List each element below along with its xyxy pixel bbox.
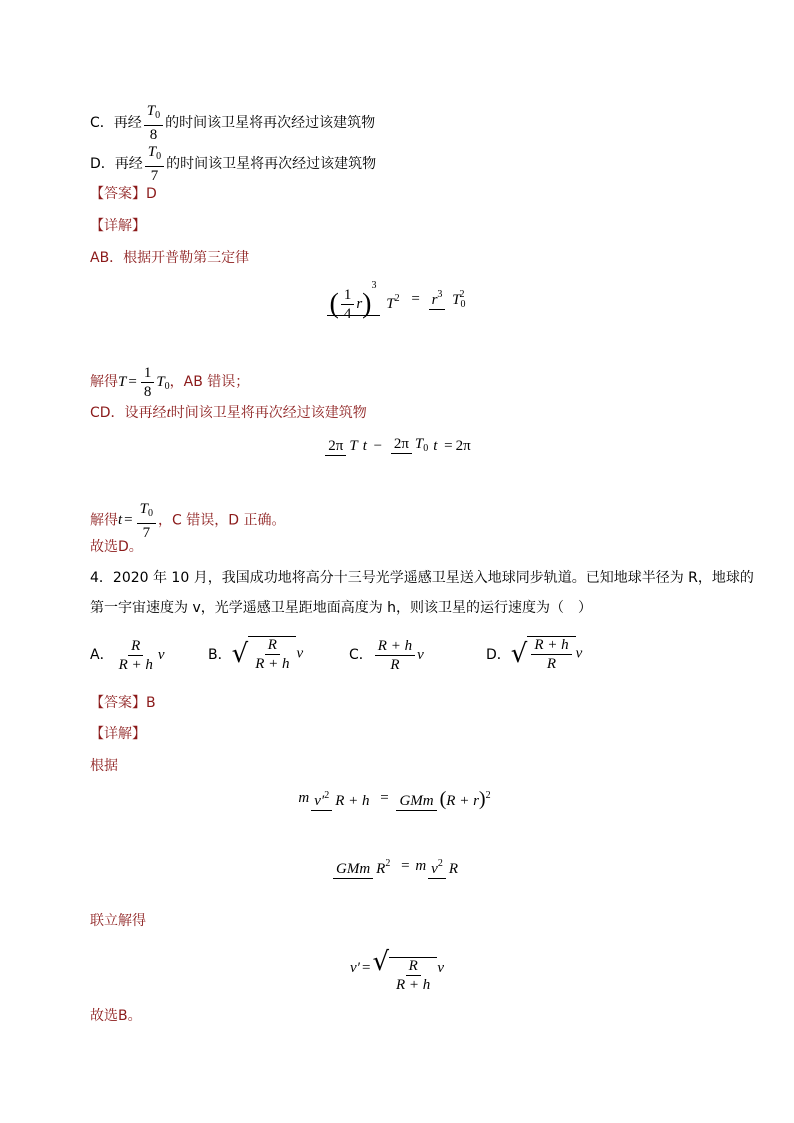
q3-ab-text: AB．根据开普勒第三定律 <box>90 250 250 266</box>
q4-option-d: D． √ $\frac{R + h}{R}$ v <box>486 637 583 672</box>
q4-basis: 根据 <box>90 758 118 774</box>
option-d-fraction: $\frac{T_0}{7}$ <box>145 144 164 184</box>
q3-conclusion: 故选D。 <box>90 539 143 555</box>
q4-option-c: C． $\frac{R + h}{R}$ v <box>349 638 424 673</box>
equation-result: v′ =√ $\frac{R}{R + h}$ v <box>350 947 444 993</box>
q4-option-b: B． √ $\frac{R}{R + h}$ v <box>208 637 304 672</box>
equation-angular: 2π T t − 2π $T_0$ t = 2π <box>0 436 794 457</box>
q4-stem-line-2: 第一宇宙速度为 v，光学遥感卫星距地面高度为 h，则该卫星的运行速度为（ ） <box>90 600 593 616</box>
option-c <box>90 103 375 143</box>
option-d <box>90 144 376 184</box>
q4-answer: 【答案】B <box>90 695 156 711</box>
q4-option-a: A． $\frac{R}{R + h}$ v <box>90 638 165 673</box>
q3-answer: 【答案】D <box>90 186 157 202</box>
q3-cd-text: CD．设再经t时间该卫星将再次经过该建筑物 <box>90 405 367 421</box>
equation-first-cosmic: GMm $R^2 = m$ $v^2$ R <box>0 856 794 878</box>
q4-stem-line-1: 4．2020 年 10 月，我国成功地将高分十三号光学遥感卫星送入地球同步轨道。已知地球半径为 R，地球的 <box>90 570 754 586</box>
option-c-fraction: $\frac{T_0}{8}$ <box>144 103 163 143</box>
q4-detail-heading: 【详解】 <box>90 726 146 742</box>
option-c-label: C．再经 <box>90 115 142 131</box>
equation-kepler: ( $\frac{1}{4}$ r)$^3$ $T^2 = r^3$ $T_0^2$ <box>0 278 794 322</box>
q4-conclusion: 故选B。 <box>90 1008 142 1024</box>
q3-solve-2: 解得t = $\frac{T_0}{7}$ ，C 错误，D 正确。 <box>90 501 286 541</box>
equation-orbit-force: m $v'^2$ R + h = GMm $(R + r)^2$ <box>298 788 491 810</box>
option-d-text: 的时间该卫星将再次经过该建筑物 <box>166 156 377 172</box>
option-c-text: 的时间该卫星将再次经过该建筑物 <box>165 115 376 131</box>
q3-detail-heading: 【详解】 <box>90 218 146 234</box>
q4-combine: 联立解得 <box>90 913 146 929</box>
option-d-label: D．再经 <box>90 156 143 172</box>
q3-solve-1: 解得T = $\frac{1}{8}$ $T_0$，AB 错误； <box>90 365 250 400</box>
